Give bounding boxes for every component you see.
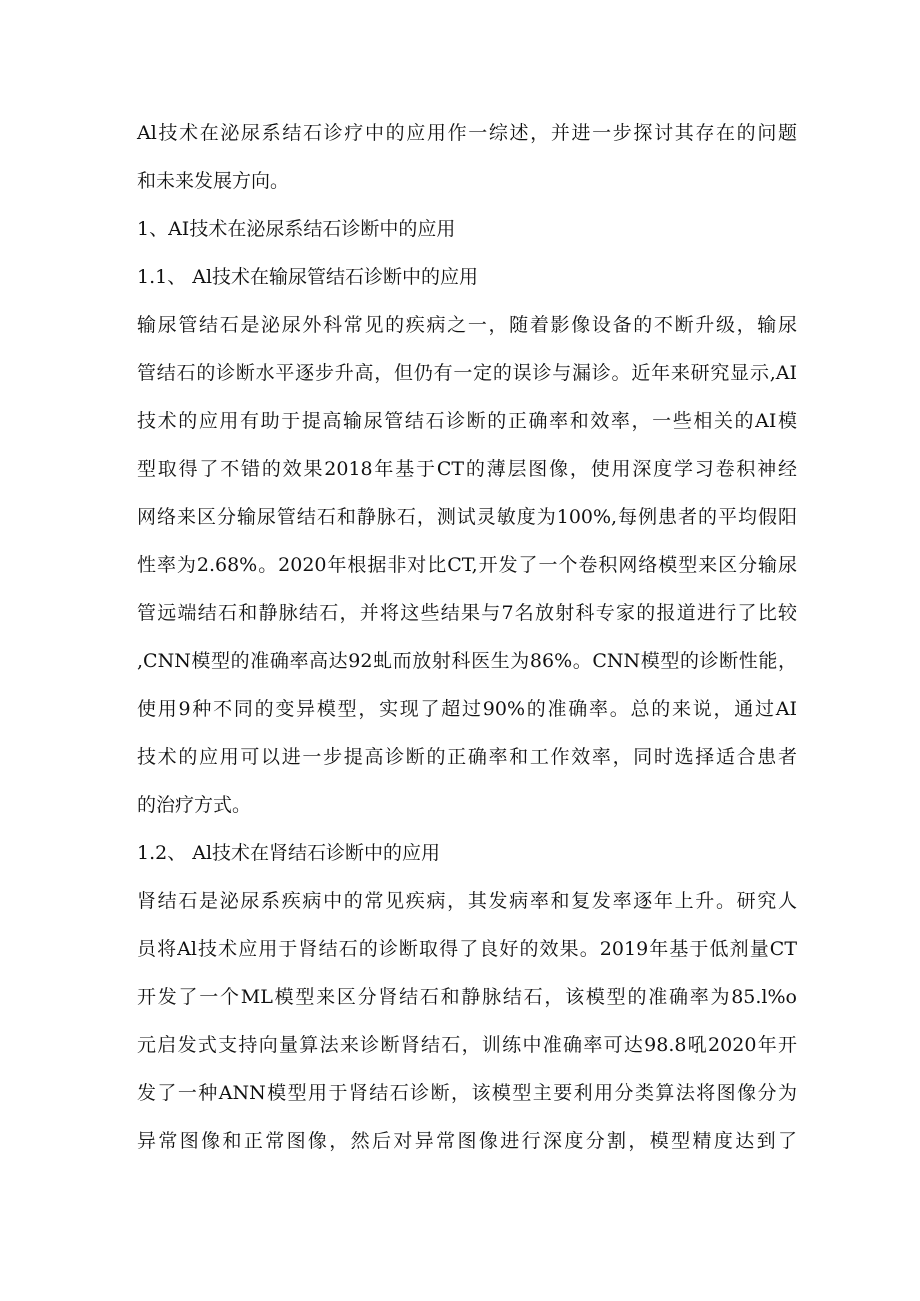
intro-line-2: 和未来发展方向。 [137, 170, 290, 192]
paragraph-1-2-line-6: 异常图像和正常图像，然后对异常图像进行深度分割，模型精度达到了 [137, 1130, 797, 1152]
paragraph-1-2-line-1: 肾结石是泌尿系疾病中的常见疾病，其发病率和复发率逐年上升。研究人 [137, 890, 797, 912]
section-1-heading: 1、AI技术在泌尿系结石诊断中的应用 [137, 218, 456, 240]
paragraph-1-1-line-5: 网络来区分输尿管结石和静脉石，测试灵敏度为100%,每例患者的平均假阳 [137, 506, 797, 528]
paragraph-1-1-line-11: 的治疗方式。 [137, 794, 252, 816]
intro-line-1: Al技术在泌尿系结石诊疗中的应用作一综述，并进一步探讨其存在的问题 [137, 122, 797, 144]
paragraph-1-1-line-3: 技术的应用有助于提高输尿管结石诊断的正确率和效率，一些相关的AI模 [137, 410, 797, 432]
paragraph-1-1-line-8: ,CNN模型的准确率高达92虬而放射科医生为86%。CNN模型的诊断性能， [137, 650, 797, 672]
paragraph-1-1-line-2: 管结石的诊断水平逐步升高，但仍有一定的误诊与漏诊。近年来研究显示,AI [137, 362, 797, 384]
paragraph-1-1-line-7: 管远端结石和静脉结石，并将这些结果与7名放射科专家的报道进行了比较 [137, 602, 797, 624]
paragraph-1-2-line-5: 发了一种ANN模型用于肾结石诊断，该模型主要利用分类算法将图像分为 [137, 1082, 797, 1104]
paragraph-1-1-line-9: 使用9种不同的变异模型，实现了超过90%的准确率。总的来说，通过AI [137, 698, 797, 720]
paragraph-1-1-line-6: 性率为2.68%。2020年根据非对比CT,开发了一个卷积网络模型来区分输尿 [137, 554, 797, 576]
paragraph-1-2-line-3: 开发了一个ML模型来区分肾结石和静脉结石，该模型的准确率为85.l%o [137, 986, 797, 1008]
paragraph-1-1-line-10: 技术的应用可以进一步提高诊断的正确率和工作效率，同时选择适合患者 [137, 746, 797, 768]
paragraph-1-1-line-1: 输尿管结石是泌尿外科常见的疾病之一，随着影像设备的不断升级，输尿 [137, 314, 797, 336]
section-1-1-heading: 1.1、 Al技术在输尿管结石诊断中的应用 [137, 266, 479, 288]
paragraph-1-2-line-2: 员将Al技术应用于肾结石的诊断取得了良好的效果。2019年基于低剂量CT [137, 938, 797, 960]
section-1-2-heading: 1.2、 Al技术在肾结石诊断中的应用 [137, 842, 441, 864]
paragraph-1-1-line-4: 型取得了不错的效果2018年基于CT的薄层图像，使用深度学习卷积神经 [137, 458, 797, 480]
paragraph-1-2-line-4: 元启发式支持向量算法来诊断肾结石，训练中准确率可达98.8吼2020年开 [137, 1034, 797, 1056]
